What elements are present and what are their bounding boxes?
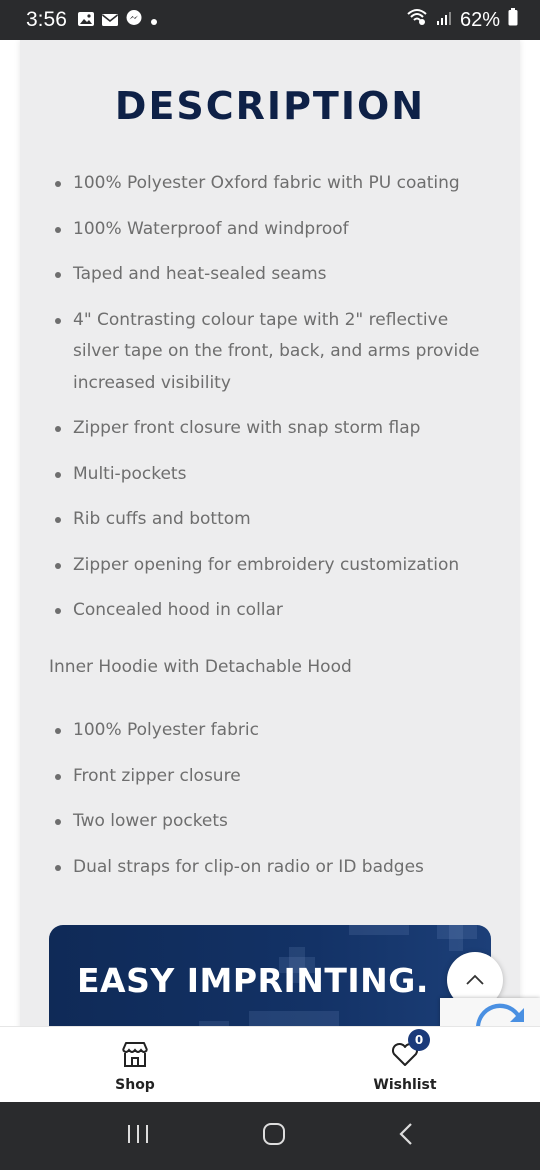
nav-shop[interactable] [0,1027,270,1102]
list-item: Concealed hood in collar [50,595,490,627]
notification-icons [77,8,159,32]
status-time: 3:56 [26,8,67,31]
gallery-icon [77,8,95,32]
heart-icon [390,1054,420,1073]
list-item: Dual straps for clip-on radio or ID badges [50,852,490,884]
list-item: Rib cuffs and bottom [50,504,490,536]
back-button[interactable] [398,1121,414,1151]
banner-heading: EASY IMPRINTING. [77,961,429,1000]
bottom-navigation [0,1026,540,1102]
inner-feature-list [50,715,490,897]
wifi-calling-icon [406,8,428,32]
messenger-icon [125,8,143,32]
battery-icon [508,8,518,32]
signal-icon [436,9,452,32]
chevron-up-icon [465,971,485,990]
wishlist-label: Wishlist [373,1077,437,1093]
list-item: Zipper opening for embroidery customization [50,550,490,582]
page-content [0,40,540,1026]
home-button[interactable] [261,1121,287,1151]
system-navigation-bar [0,1102,540,1170]
list-item: Two lower pockets [50,806,490,838]
inner-hoodie-heading: Inner Hoodie with Detachable Hood [49,657,352,677]
list-item: 100% Waterproof and windproof [50,214,490,246]
description-title: DESCRIPTION [114,84,426,128]
feature-list [50,168,490,641]
list-item: 100% Polyester Oxford fabric with PU coating [50,168,490,200]
shop-label: Shop [115,1077,155,1093]
list-item: Multi-pockets [50,459,490,491]
battery-percent: 62% [459,8,500,31]
shop-icon [120,1039,150,1073]
list-item: Zipper front closure with snap storm flap [50,413,490,445]
list-item: Front zipper closure [50,761,490,793]
recent-apps-button[interactable] [126,1123,150,1149]
wishlist-count-badge: 0 [408,1029,430,1051]
recaptcha-badge[interactable] [440,998,540,1026]
status-bar [0,0,540,40]
list-item: 4" Contrasting colour tape with 2" reflective silver tape on the front, back, and arms provide increased visibility [50,305,490,400]
dot-icon [149,8,159,32]
easy-imprinting-banner [49,925,491,1026]
mail-icon [101,8,119,32]
nav-wishlist[interactable] [270,1027,540,1102]
list-item: Taped and heat-sealed seams [50,259,490,291]
list-item: 100% Polyester fabric [50,715,490,747]
description-card [20,40,520,1026]
